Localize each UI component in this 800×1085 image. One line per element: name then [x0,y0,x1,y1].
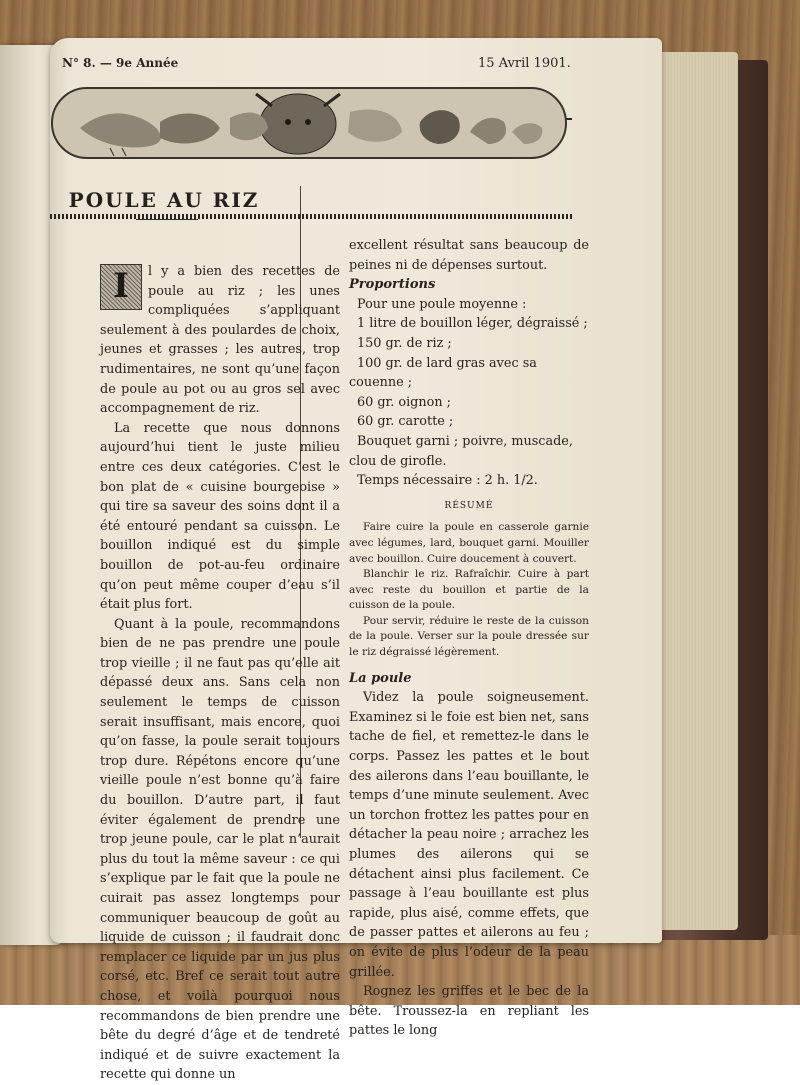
list-item: Temps nécessaire : 2 h. 1/2. [357,473,538,489]
page-stack [650,52,738,930]
list-item: Bouquet garni ; poivre, muscade, clou de girofle. [349,433,573,469]
list-item: 100 gr. de lard gras avec sa couenne ; [349,355,537,391]
right-column [349,236,589,1041]
resume-paragraph: Blanchir le riz. Rafraîchir. Cuire à part avec reste du bouillon et partie de la cuisson de la poule. [349,568,589,612]
resume-paragraph: Pour servir, réduire le reste de la cuisson de la poule. Verser sur la poule dressée sur le riz dégraissé légèrement. [349,614,589,659]
paragraph: Videz la poule soigneusement. Examinez si le foie est bien net, sans tache de fiel, et remettez-le dans le corps. Passez les pattes et le bout des ailerons dans l’eau bouillante, le temps d’une minute seulement. Avec un torchon frottez les pattes pour en détacher la peau noire ; arrachez les plumes des ailerons qui se détachent ainsi plus facilement. Ce passage à l’eau bouillante est plus rapide, plus aisé, comme effets, que de passer pattes et ailerons au feu ; on évite de plus l’odeur de la peau grillée. [349,690,589,980]
resume-heading: RÉSUMÉ [444,500,494,511]
list-item: 60 gr. oignon ; [357,394,451,410]
issue-number: N° 8. — 9e Année [62,56,179,70]
proportions-list [349,295,589,491]
paragraph: Quant à la poule, recommandons bien de ne pas prendre une poule trop vieille ; il ne faut pas qu’elle ait dépassé deux ans. Sans cela non seulement le temps de cuisson serait insuffisant, mais encore, quoi qu’on fasse, la poule serait toujours trop dure. Répétons encore qu’une vieille poule n’est bonne qu’à faire du bouillon. D’autre part, il faut éviter également de prendre une trop jeune poule, car le plat n’aurait plus du tout la même saveur : ce qui s’explique par le fait que la poule ne cuirait pas assez longtemps pour communiquer beaucoup de goût au liquide de cuisson ; il faudrait donc remplacer ce liquide par un jus plus corsé, etc. Bref ce serait tout autre chose, et voilà pourquoi nous recommandons de bien prendre une bête du degré d’âge et de tendreté indiqué et de suivre exactement la recette qui donne un [100,616,340,1083]
article-title: POULE AU RIZ [68,188,260,212]
paragraph: Rognez les griffes et le bec de la bête. Troussez-la en repliant les pattes le long [349,984,589,1039]
list-item: Pour une poule moyenne : [357,296,527,312]
banner-rule [50,214,572,219]
section-heading: Proportions [349,277,436,293]
dropcap-letter: I [100,264,142,310]
list-item: 60 gr. carotte ; [357,414,454,430]
paragraph: I l y a bien des recettes de poule au riz ; les unes compliquées s’appliquant seulement à des poulardes de choix, jeunes et grasses ; les autres, trop rudimentaires, ne sont qu’une façon de poule au pot ou au gros sel avec accompagnement de riz. [100,264,340,417]
section-heading: La poule [349,670,412,686]
list-item: 150 gr. de riz ; [357,335,452,351]
paragraph: La recette que nous donnons aujourd’hui tient le juste milieu entre ces deux catégories. C’est le bon plat de « cuisine bourgeoise » qui tire sa saveur des soins dont il a été entouré pendant sa cuisson. Le bouillon indiqué est du simple bouillon de pot-au-feu ordinaire qu’on peut même couper d’eau s’il était plus fort. [100,420,340,613]
paragraph: excellent résultat sans beaucoup de peines ni de dépenses surtout. [349,238,589,273]
list-item: 1 litre de bouillon léger, dégraissé ; [357,316,588,332]
issue-date: 15 Avril 1901. [478,56,571,71]
left-column [100,262,340,1085]
animal-banner-illustration [50,82,568,164]
resume-paragraph: Faire cuire la poule en casserole garnie avec légumes, lard, bouquet garni. Mouiller avec bouillon. Cuire doucement à couvert. [349,521,589,565]
title-underline [136,219,198,220]
